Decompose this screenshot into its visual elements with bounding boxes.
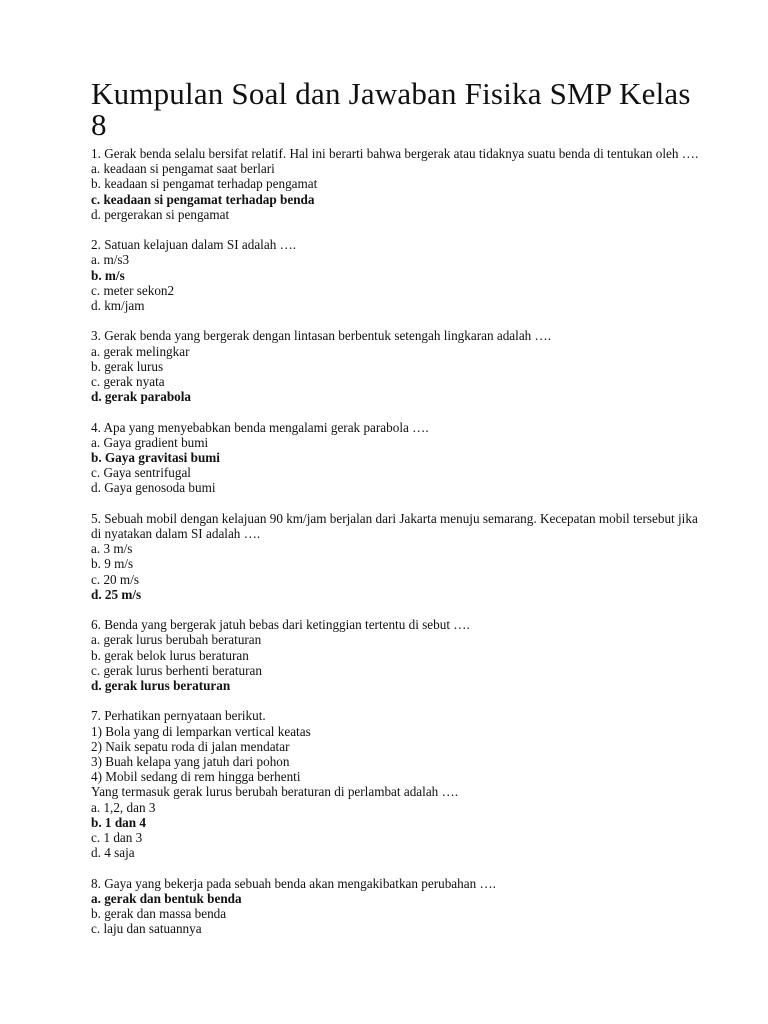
answer-option: d. pergerakan si pengamat bbox=[91, 206, 230, 222]
answer-option: a. 1,2, dan 3 bbox=[91, 799, 156, 815]
question-list bbox=[91, 146, 711, 936]
answer-option: d. 4 saja bbox=[91, 845, 135, 861]
answer-option: a. m/s3 bbox=[91, 252, 130, 268]
answer-option: c. 1 dan 3 bbox=[91, 830, 143, 846]
question-text: 5. Sebuah mobil dengan kelajuan 90 km/jam berjalan dari Jakarta menuju semarang. Kecepatan mobil tersebut jika di nyatakan dalam SI adalah …. bbox=[91, 510, 702, 542]
answer-option: b. 9 m/s bbox=[91, 556, 134, 572]
question-5 bbox=[91, 511, 711, 602]
answer-option: d. Gaya genosoda bumi bbox=[91, 480, 216, 496]
correct-answer: d. 25 m/s bbox=[91, 586, 142, 602]
answer-option: b. gerak lurus bbox=[91, 358, 164, 374]
document-page bbox=[91, 78, 711, 952]
document-title: Kumpulan Soal dan Jawaban Fisika SMP Kelas 8 bbox=[91, 76, 691, 142]
question-text: 4. Apa yang menyebabkan benda mengalami gerak parabola …. bbox=[91, 419, 429, 435]
question-2 bbox=[91, 237, 711, 313]
question-1 bbox=[91, 146, 711, 222]
answer-option: b. keadaan si pengamat terhadap pengamat bbox=[91, 176, 318, 192]
question-text: 6. Benda yang bergerak jatuh bebas dari ketinggian tertentu di sebut …. bbox=[91, 617, 470, 633]
answer-option: a. gerak lurus berubah beraturan bbox=[91, 632, 262, 648]
answer-option: Yang termasuk gerak lurus berubah beraturan di perlambat adalah …. bbox=[91, 784, 459, 800]
question-text: 3. Gerak benda yang bergerak dengan lintasan berbentuk setengah lingkaran adalah …. bbox=[91, 328, 552, 344]
answer-option: a. keadaan si pengamat saat berlari bbox=[91, 161, 275, 177]
answer-option: c. Gaya sentrifugal bbox=[91, 465, 191, 481]
question-text: 2. Satuan kelajuan dalam SI adalah …. bbox=[91, 237, 297, 253]
correct-answer: d. gerak parabola bbox=[91, 389, 192, 405]
answer-option: c. 20 m/s bbox=[91, 571, 139, 587]
correct-answer: c. keadaan si pengamat terhadap benda bbox=[91, 191, 315, 207]
answer-option: a. gerak melingkar bbox=[91, 343, 190, 359]
answer-option: b. gerak belok lurus beraturan bbox=[91, 647, 249, 663]
answer-option: b. gerak dan massa benda bbox=[91, 906, 227, 922]
answer-option: a. Gaya gradient bumi bbox=[91, 434, 209, 450]
question-7 bbox=[91, 708, 711, 860]
answer-option: 4) Mobil sedang di rem hingga berhenti bbox=[91, 769, 301, 785]
correct-answer: a. gerak dan bentuk benda bbox=[91, 890, 242, 906]
answer-option: a. 3 m/s bbox=[91, 541, 133, 557]
answer-option: c. gerak lurus berhenti beraturan bbox=[91, 662, 262, 678]
answer-option: c. meter sekon2 bbox=[91, 282, 175, 298]
answer-option: d. km/jam bbox=[91, 298, 145, 314]
correct-answer: b. Gaya gravitasi bumi bbox=[91, 450, 220, 466]
question-8 bbox=[91, 876, 711, 937]
question-text: 1. Gerak benda selalu bersifat relatif. Hal ini berarti bahwa bergerak atau tidaknya suatu benda di tentukan oleh …. bbox=[91, 146, 699, 161]
question-text: 8. Gaya yang bekerja pada sebuah benda akan mengakibatkan perubahan …. bbox=[91, 875, 496, 891]
answer-option: 2) Naik sepatu roda di jalan mendatar bbox=[91, 738, 290, 754]
answer-option: 1) Bola yang di lemparkan vertical keatas bbox=[91, 723, 311, 739]
correct-answer: d. gerak lurus beraturan bbox=[91, 678, 231, 694]
correct-answer: b. m/s bbox=[91, 267, 125, 283]
question-6 bbox=[91, 617, 711, 693]
question-4 bbox=[91, 420, 711, 496]
answer-option: 3) Buah kelapa yang jatuh dari pohon bbox=[91, 754, 290, 770]
question-text: 7. Perhatikan pernyataan berikut. bbox=[91, 708, 266, 724]
answer-option: c. laju dan satuannya bbox=[91, 921, 202, 937]
answer-option: c. gerak nyata bbox=[91, 374, 165, 390]
correct-answer: b. 1 dan 4 bbox=[91, 814, 146, 830]
question-3 bbox=[91, 328, 711, 404]
